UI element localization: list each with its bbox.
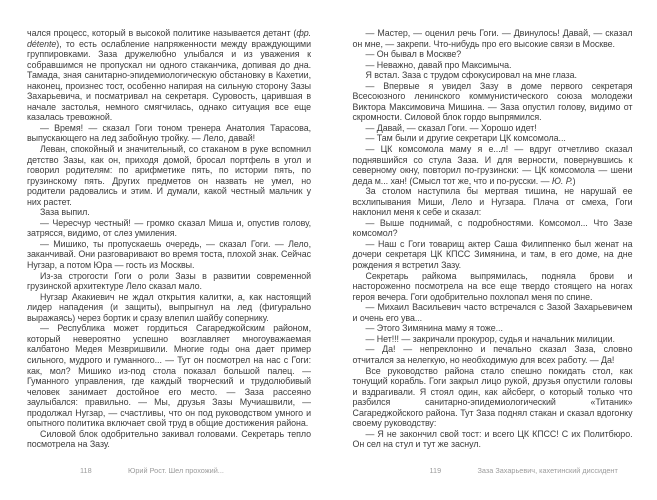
page-right-footer [329, 466, 657, 475]
running-title: Юрий Рост. Шел прохожий... [128, 466, 224, 475]
paragraph: чался процесс, который в высокой политике называется детант (фр. détente), то есть ослабление напряженности между враждующими группировками. Заза дружелюбно улыбался и из уважения к собравшимся не пропускал ни одного стаканчика, допивая до дна. Тамада, зная санитарно-эпидемиологическую обстановку в Кахетии, наконец, произнес тост, особенно напирая на сильную сторону Зазы Захарьевича, и посматривал на секретаря. Суровость, царившая в начале застолья, немного смягчилась, однако ситуация все еще казалась тревожной. [27, 28, 311, 123]
page-number: 118 [80, 466, 92, 475]
paragraph: — Наш с Гоги товарищ актер Саша Филиппенко был женат на дочери секретаря ЦК КПСС Зимянина, и там, в его доме, на дне рождения я встретил Зазу. [352, 238, 633, 271]
paragraph: Леван, спокойный и значительный, со стаканом в руке вспомнил детство Зазы, как он, приходя домой, бросал портфель в угол и говорил родителям: по арифметике пять, по истории пять, по грузинскому пять. Других предметов он назвать не умел, но родители радовались и этим. И думали, какой честный мальчик у них растет. [27, 144, 311, 207]
paragraph: — ЦК комсомола маму я е...л! — вдруг отчетливо сказал поднявшийся со стула Заза. И для верности, повернувшись к северному окну, повторил по-грузински: — ЦК комсомола — шени деда м... хан! (Смысл тот же, что и по-русски. — Ю. Р.) [352, 144, 633, 186]
paragraph: — Республика может гордиться Сагареджойским районом, который невероятно успешно возглавляет многоуважаемая калбатоно Медея Мезвришвили. Многие годы она дает пример сильного, мудрого и гуманного... — Тут он посмотрел на нас с Гоги: как, мол? Мишико из-под стола показал большой палец. — Гуманного управления, где каждый творческий и трудолюбивый человек занимает достойное его место. — Заза рассеяно заулыбался: правильно. — Мы, друзья Зазы Мучиашвили, — продолжал Нугзар, — счастливы, что он под руководством умного и опытного политика включает свой труд в общие достижения района. [27, 323, 311, 429]
paragraph: — Там были и другие секретари ЦК комсомола... [365, 133, 566, 144]
page-number: 119 [429, 466, 442, 475]
paragraph: — Этого Зимянина маму я тоже... [365, 323, 503, 334]
paragraph: — Я не закончил свой тост: и всего ЦК КПСС! С их Политбюро. Он сел на стул и тут же заснул. [352, 428, 633, 450]
paragraph: — Мастер, — оценил речь Гоги. — Двинулось! Давай, — сказал он мне, — закрепи. Что-нибудь про его высокие связи в Москве. [352, 28, 633, 49]
paragraph: — Давай, — сказал Гоги. — Хорошо идет! [365, 122, 537, 133]
paragraph: Все руководство района стало спешно покидать стол, как тонущий корабль. Гоги закрыл лицо рукой, друзья опустили головы и вздрагивали. Я стоял один, как айсберг, о который только что разбился санитарно-эпидемиологический «Титаник» Сагареджойского района. Тут Заза поднял стакан и сказал вдогонку своему руководству: [352, 365, 633, 429]
paragraph: Из-за строгости Гоги о роли Зазы в развитии современной грузинской архитектуре Лело сказал мало. [27, 270, 311, 292]
paragraph: Я встал. Заза с трудом сфокусировал на мне глаза. [365, 70, 577, 81]
paragraph: — Он бывал в Москве? [365, 49, 462, 60]
paragraph: — Выше поднимай, с подробностями. Комсомол... Что Зазе комсомол? [352, 217, 633, 239]
paragraph: — Да! — непреклонно и печально сказал Заза, словно отчитался за нелегкую, но необходимую для всех работу. — Да! [352, 344, 633, 365]
paragraph: За столом наступила бы мертвая тишина, не нарушай ее всхлипывания Миши, Лело и Нугзара. Плача от смеха, Гоги наклонил меня к себе и сказал: [352, 186, 633, 218]
page-right [329, 0, 657, 500]
page-left-text [27, 28, 311, 450]
paragraph: Нугзар Акакиевич не ждал открытия калитки, а, как настоящий лидер нападения (и защиты), выпрыгнул на лед (фигурально выражаясь) через бортик и сразу влепил шайбу сопернику. [27, 291, 311, 323]
paragraph: — Нет!!! — закричали прокурор, судья и начальник милиции. [365, 333, 615, 344]
paragraph: Силовой блок одобрительно закивал головами. Секретарь тепло посмотрела на Зазу. [27, 428, 311, 450]
paragraph: — Впервые я увидел Зазу в доме первого секретаря Всесоюзного ленинского коммунистического союза молодежи Виктора Максимовича Мишина. — Заза опустил голову, видимо от скромности. Силовой блок гордо выпрямился. [352, 80, 633, 123]
paragraph: — Мишико, ты пропускаешь очередь, — сказал Гоги. — Лело, заканчивай. Они разговаривают во время тоста, плохой знак. Сейчас Нугзар, а потом Юра — гость из Москвы. [27, 238, 311, 271]
paragraph: Секретарь райкома выпрямилась, подняла брови и настороженно посмотрела на все еще твердо стоящего на ногах героя вечера. Гоги одобрительно похлопал меня по спине. [352, 270, 633, 302]
paragraph: — Чересчур честный! — громко сказал Миша и, опустив голову, затрясся, видимо, от слез умиления. [27, 217, 311, 239]
page-right-text [353, 28, 633, 450]
running-title: Заза Захарьевич, кахетинский диссидент [477, 466, 618, 475]
paragraph: Заза выпил. [40, 207, 90, 218]
paragraph: — Время! — сказал Гоги тоном тренера Анатолия Тарасова, выпускающего на лед забойную тройку. — Лело, давай! [27, 122, 311, 144]
paragraph: — Михаил Васильевич часто встречался с Зазой Захарьевичем и очень его ува... [352, 302, 633, 323]
paragraph: — Неважно, давай про Максимыча. [365, 59, 512, 70]
